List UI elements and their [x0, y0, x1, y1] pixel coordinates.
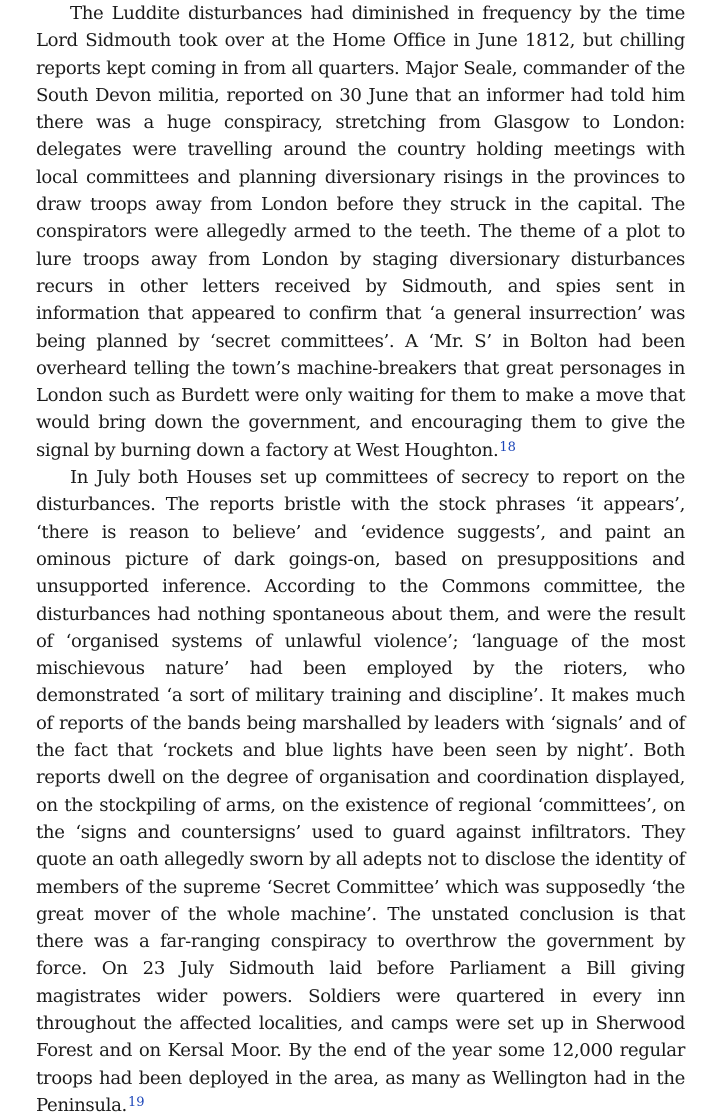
- paragraph-2: [36, 464, 685, 1119]
- footnote-ref-19[interactable]: 19: [127, 1094, 145, 1110]
- paragraph-2-text: In July both Houses set up committees of secrecy to report on the disturbances. The reports bristle with the stock phrases ‘it appears’, ‘there is reason to believe’ and ‘evidence suggests’, and paint an ominous picture of dark goings-on, based on presuppositions and unsupported inference. According to the Commons committee, the disturbances had nothing spontaneous about them, and were the result of ‘organised systems of unlawful violence’; ‘language of the most mischievous nature’ had been employed by the rioters, who demonstrated ‘a sort of military training and discipline’. It makes much of reports of the bands being marshalled by leaders with ‘signals’ and of the fact that ‘rockets and blue lights have been seen by night’. Both reports dwell on the degree of organisation and coordination displayed, on the stockpiling of arms, on the existence of regional ‘committees’, on the ‘signs and countersigns’ used to guard against infiltrators. They quote an oath allegedly sworn by all adepts not to disclose the identity of members of the supreme ‘Secret Committee’ which was supposedly ‘the great mover of the whole machine’. The unstated conclusion is that there was a far-ranging conspiracy to overthrow the government by force. On 23 July Sidmouth laid before Parliament a Bill giving magistrates wider powers. Soldiers were quartered in every inn throughout the affected localities, and camps were set up in Sherwood Forest and on Kersal Moor. By the end of the year some 12,000 regular troops had been deployed in the area, as many as Wellington had in the Peninsula.: [36, 467, 685, 1116]
- paragraph-1-text: The Luddite disturbances had diminished in frequency by the time Lord Sidmouth took over at the Home Office in June 1812, but chilling reports kept coming in from all quarters. Major Seale, commander of the South Devon militia, reported on 30 June that an informer had told him there was a huge conspiracy, stretching from Glasgow to London: delegates were travelling around the country holding meetings with local committees and planning diversionary risings in the provinces to draw troops away from London before they struck in the capital. The conspirators were allegedly armed to the teeth. The theme of a plot to lure troops away from London by staging diversionary disturbances recurs in other letters received by Sidmouth, and spies sent in information that appeared to confirm that ‘a general insurrection’ was being planned by ‘secret committees’. A ‘Mr. S’ in Bolton had been overheard telling the town’s machine-breakers that great personages in London such as Burdett were only waiting for them to make a move that would bring down the government, and encouraging them to give the signal by burning down a factory at West Houghton.: [36, 3, 685, 461]
- footnote-ref-18[interactable]: 18: [499, 439, 516, 455]
- paragraph-1: [36, 0, 685, 464]
